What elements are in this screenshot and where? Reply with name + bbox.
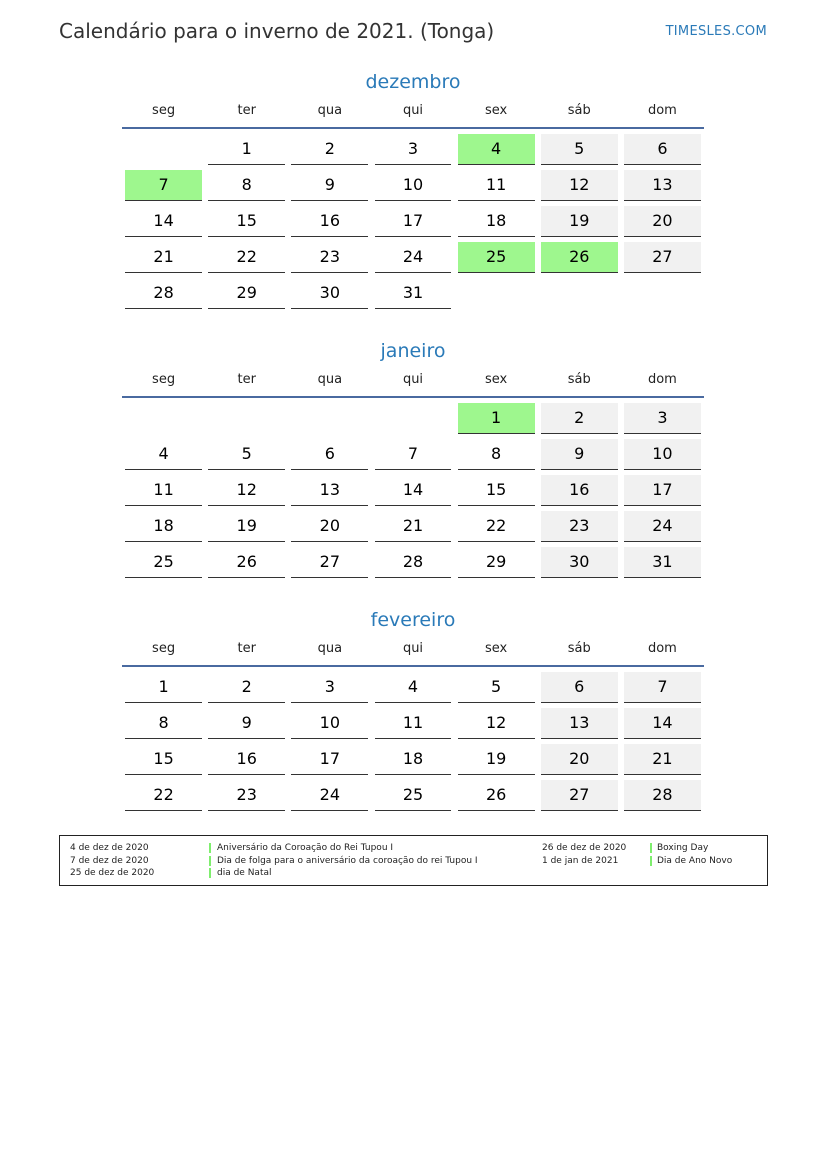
day-cell: 24 <box>624 511 701 542</box>
weekday-label: sáb <box>567 103 591 118</box>
empty-day-cell <box>125 134 202 165</box>
day-cell: 20 <box>291 511 368 542</box>
day-cell: 12 <box>541 170 618 201</box>
holiday-color-marker <box>650 843 652 853</box>
weekday-label: sex <box>485 372 508 387</box>
day-cell: 14 <box>624 708 701 739</box>
day-cell: 2 <box>541 403 618 434</box>
empty-day-cell <box>624 278 701 309</box>
day-cell: 24 <box>375 242 452 273</box>
week-row <box>122 278 704 314</box>
empty-day-cell <box>125 403 202 434</box>
day-cell: 18 <box>458 206 535 237</box>
day-cell: 27 <box>541 780 618 811</box>
weekday-label: qua <box>317 103 343 118</box>
day-cell: 22 <box>125 780 202 811</box>
week-row <box>122 780 704 816</box>
day-cell: 27 <box>624 242 701 273</box>
day-cell: 18 <box>125 511 202 542</box>
legend-item <box>60 842 767 854</box>
day-cell: 19 <box>541 206 618 237</box>
weekday-label: seg <box>152 103 176 118</box>
day-cell: 19 <box>458 744 535 775</box>
brand-link[interactable]: TIMESLES.COM <box>665 24 767 39</box>
day-cell: 26 <box>458 780 535 811</box>
day-cell: 12 <box>458 708 535 739</box>
empty-day-cell <box>291 403 368 434</box>
day-cell: 30 <box>291 278 368 309</box>
legend-date: 25 de dez de 2020 <box>70 868 155 878</box>
weekday-label: dom <box>647 103 677 118</box>
day-cell: 24 <box>291 780 368 811</box>
week-row <box>122 547 704 583</box>
day-cell: 29 <box>458 547 535 578</box>
day-cell: 12 <box>208 475 285 506</box>
day-cell: 1 <box>125 672 202 703</box>
day-cell: 31 <box>375 278 452 309</box>
day-cell: 30 <box>541 547 618 578</box>
weekday-label: dom <box>647 641 677 656</box>
day-cell: 21 <box>125 242 202 273</box>
day-cell: 27 <box>291 547 368 578</box>
day-cell: 3 <box>291 672 368 703</box>
legend-holiday-name: dia de Natal <box>217 868 272 878</box>
day-cell: 15 <box>208 206 285 237</box>
day-cell: 11 <box>375 708 452 739</box>
day-cell: 21 <box>624 744 701 775</box>
weekday-label: dom <box>647 372 677 387</box>
empty-day-cell <box>458 278 535 309</box>
day-cell: 16 <box>208 744 285 775</box>
legend-date: 7 de dez de 2020 <box>70 855 149 866</box>
month-name: fevereiro <box>370 609 456 631</box>
day-cell: 4 <box>125 439 202 470</box>
day-cell: 6 <box>541 672 618 703</box>
day-cell: 26 <box>208 547 285 578</box>
day-cell: 9 <box>541 439 618 470</box>
day-cell: 1 <box>208 134 285 165</box>
week-row <box>122 672 704 708</box>
day-cell: 18 <box>375 744 452 775</box>
day-cell: 13 <box>541 708 618 739</box>
day-cell: 23 <box>291 242 368 273</box>
day-cell: 23 <box>208 780 285 811</box>
day-cell: 2 <box>208 672 285 703</box>
day-cell: 7 <box>375 439 452 470</box>
day-cell: 17 <box>624 475 701 506</box>
month-dezembro <box>122 67 704 314</box>
day-cell: 9 <box>208 708 285 739</box>
day-cell: 11 <box>125 475 202 506</box>
day-cell: 14 <box>375 475 452 506</box>
month-name: janeiro <box>380 340 446 362</box>
page-title: Calendário para o inverno de 2021. (Tonga) <box>59 19 495 43</box>
day-cell: 21 <box>375 511 452 542</box>
weekday-label: qua <box>317 641 343 656</box>
day-cell: 8 <box>125 708 202 739</box>
legend-date: 4 de dez de 2020 <box>70 843 149 853</box>
weekday-label: sáb <box>567 641 591 656</box>
empty-day-cell <box>208 403 285 434</box>
weekday-label: seg <box>152 372 176 387</box>
day-cell: 15 <box>458 475 535 506</box>
day-cell: 3 <box>624 403 701 434</box>
day-cell: 2 <box>291 134 368 165</box>
day-cell: 6 <box>291 439 368 470</box>
day-cell: 20 <box>541 744 618 775</box>
day-cell: 17 <box>291 744 368 775</box>
day-cell: 29 <box>208 278 285 309</box>
month-janeiro <box>122 336 704 583</box>
week-row <box>122 403 704 439</box>
week-row <box>122 206 704 242</box>
day-cell: 17 <box>375 206 452 237</box>
legend-holiday-name: Boxing Day <box>657 843 709 853</box>
weekday-label: qua <box>317 372 343 387</box>
week-row <box>122 744 704 780</box>
holiday-day-cell: 26 <box>541 242 618 273</box>
month-fevereiro <box>122 605 704 816</box>
day-cell: 28 <box>125 278 202 309</box>
day-cell: 22 <box>208 242 285 273</box>
day-cell: 10 <box>375 170 452 201</box>
day-cell: 25 <box>375 780 452 811</box>
legend-holiday-name: Aniversário da Coroação do Rei Tupou I <box>217 843 394 853</box>
day-cell: 16 <box>541 475 618 506</box>
header-divider <box>122 127 704 129</box>
weekday-header <box>122 370 704 396</box>
week-row <box>122 170 704 206</box>
day-cell: 4 <box>375 672 452 703</box>
header-divider <box>122 665 704 667</box>
weekday-label: seg <box>152 641 176 656</box>
legend-date: 1 de jan de 2021 <box>542 855 619 866</box>
month-name: dezembro <box>365 71 461 93</box>
week-row <box>122 439 704 475</box>
week-row <box>122 708 704 744</box>
day-cell: 7 <box>624 672 701 703</box>
day-cell: 25 <box>125 547 202 578</box>
day-cell: 28 <box>375 547 452 578</box>
holiday-day-cell: 1 <box>458 403 535 434</box>
day-cell: 8 <box>458 439 535 470</box>
day-cell: 5 <box>541 134 618 165</box>
day-cell: 20 <box>624 206 701 237</box>
weekday-label: qui <box>402 641 424 656</box>
legend-date: 26 de dez de 2020 <box>542 843 627 853</box>
day-cell: 13 <box>624 170 701 201</box>
day-cell: 13 <box>291 475 368 506</box>
day-cell: 10 <box>624 439 701 470</box>
holiday-day-cell: 7 <box>125 170 202 201</box>
day-cell: 22 <box>458 511 535 542</box>
day-cell: 28 <box>624 780 701 811</box>
holiday-legend <box>59 835 768 886</box>
weekday-label: sex <box>485 641 508 656</box>
weekday-header <box>122 639 704 665</box>
weekday-label: ter <box>237 372 256 387</box>
week-row <box>122 511 704 547</box>
day-cell: 9 <box>291 170 368 201</box>
day-cell: 10 <box>291 708 368 739</box>
day-cell: 15 <box>125 744 202 775</box>
legend-holiday-name: Dia de Ano Novo <box>657 855 733 866</box>
day-cell: 14 <box>125 206 202 237</box>
day-cell: 5 <box>458 672 535 703</box>
day-cell: 11 <box>458 170 535 201</box>
weekday-label: qui <box>402 103 424 118</box>
week-row <box>122 242 704 278</box>
day-cell: 8 <box>208 170 285 201</box>
empty-day-cell <box>375 403 452 434</box>
day-cell: 5 <box>208 439 285 470</box>
header-divider <box>122 396 704 398</box>
weekday-header <box>122 101 704 127</box>
week-row <box>122 475 704 511</box>
day-cell: 19 <box>208 511 285 542</box>
legend-item <box>60 855 767 867</box>
weekday-label: qui <box>402 372 424 387</box>
day-cell: 16 <box>291 206 368 237</box>
holiday-day-cell: 25 <box>458 242 535 273</box>
holiday-color-marker <box>650 856 652 866</box>
day-cell: 23 <box>541 511 618 542</box>
weekday-label: sáb <box>567 372 591 387</box>
weekday-label: ter <box>237 103 256 118</box>
day-cell: 3 <box>375 134 452 165</box>
day-cell: 6 <box>624 134 701 165</box>
day-cell: 31 <box>624 547 701 578</box>
weekday-label: sex <box>485 103 508 118</box>
holiday-day-cell: 4 <box>458 134 535 165</box>
legend-item <box>60 867 767 879</box>
weekday-label: ter <box>237 641 256 656</box>
empty-day-cell <box>541 278 618 309</box>
holiday-color-marker <box>209 868 211 878</box>
week-row <box>122 134 704 170</box>
legend-holiday-name: Dia de folga para o aniversário da coroação do rei Tupou I <box>217 855 478 866</box>
